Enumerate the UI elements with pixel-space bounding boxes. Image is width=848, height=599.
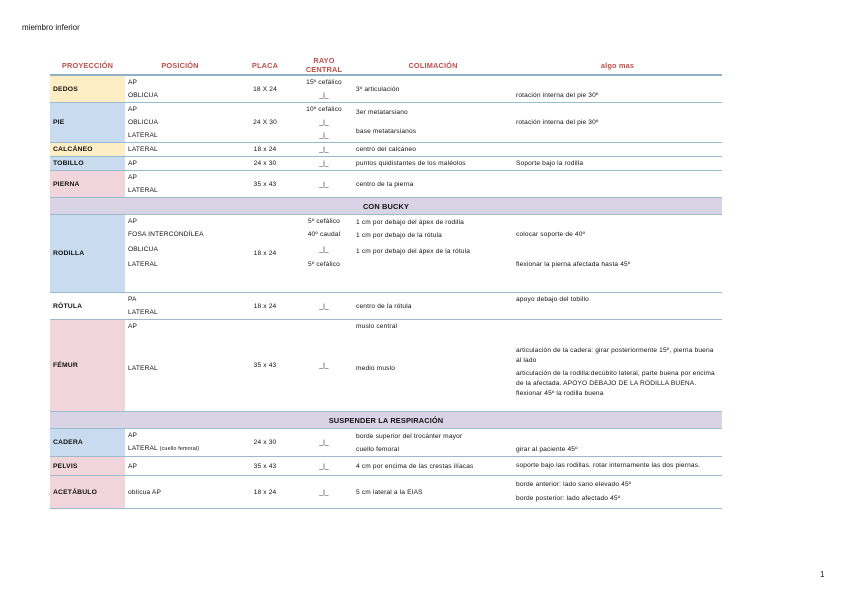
extra-cell bbox=[513, 476, 722, 509]
position-cell bbox=[125, 293, 235, 320]
ray-cell: _|_ bbox=[295, 157, 353, 171]
ray-value: 5º cefálico bbox=[308, 218, 340, 225]
table-row-femur bbox=[50, 320, 722, 412]
position-value: OBLICUA bbox=[128, 119, 158, 126]
ray-cell: _|_ bbox=[295, 171, 353, 198]
collimation-cell: centro de la pierna bbox=[353, 171, 513, 198]
collimation-value: 1 cm por debajo del ápex de la rótula bbox=[356, 247, 471, 255]
table-row-cadera bbox=[50, 429, 722, 457]
table-row-rotula bbox=[50, 293, 722, 320]
ray-cell: _|_ bbox=[295, 476, 353, 509]
extra-cell bbox=[513, 75, 722, 103]
extra-value: articulación de la rodilla:decúbito lateral, parte buena por encima de la afectada. APOYO DEBAJO DE LA RODILLA BUENA. flexionar 45º la rodilla buena bbox=[516, 370, 715, 397]
plate-cell: 24 x 30 bbox=[235, 157, 295, 171]
table-row-rodilla bbox=[50, 215, 722, 293]
header-rayo-central: RAYO CENTRAL bbox=[295, 56, 353, 75]
table-row-calcaneo bbox=[50, 143, 722, 157]
section-title: CON BUCKY bbox=[50, 198, 722, 215]
plate-cell: 35 x 43 bbox=[235, 457, 295, 476]
position-value: AP bbox=[128, 174, 138, 181]
collimation-value: muslo central bbox=[356, 323, 398, 330]
collimation-value: cuello femoral bbox=[356, 445, 400, 453]
extra-cell bbox=[513, 215, 722, 293]
ray-value: _|_ bbox=[319, 246, 329, 253]
table-row-tobillo bbox=[50, 157, 722, 171]
plate-cell: 18 x 24 bbox=[235, 215, 295, 293]
position-cell: AP bbox=[125, 157, 235, 171]
plate-cell: 18 x 24 bbox=[235, 143, 295, 157]
position-cell: oblícua AP bbox=[125, 476, 235, 509]
collimation-cell: 5 cm lateral a la EIAS bbox=[353, 476, 513, 509]
collimation-cell bbox=[353, 429, 513, 457]
ray-cell bbox=[295, 75, 353, 103]
collimation-cell: puntos quidistantes de los maléolos bbox=[353, 157, 513, 171]
collimation-cell bbox=[353, 215, 513, 293]
position-value: LATERAL bbox=[128, 261, 158, 268]
plate-cell: 24 X 30 bbox=[235, 103, 295, 143]
table-row-pelvis bbox=[50, 457, 722, 476]
projection-name: DEDOS bbox=[50, 75, 125, 103]
collimation-value: 1 cm por debajo de la rótula bbox=[356, 231, 442, 239]
ray-cell: _|_ bbox=[295, 143, 353, 157]
collimation-value: medio muslo bbox=[356, 365, 396, 372]
position-note: (cuello femoral) bbox=[159, 446, 200, 452]
position-cell: AP bbox=[125, 457, 235, 476]
plate-cell: 35 x 43 bbox=[235, 320, 295, 412]
ray-cell bbox=[295, 215, 353, 293]
projection-name: RODILLA bbox=[50, 215, 125, 293]
collimation-value: 1 cm por debajo del ápex de rodilla bbox=[356, 218, 464, 226]
extra-value: articulación de la cadera: girar posteriormente 15º, pierna buena al lado bbox=[516, 347, 714, 364]
radiography-table bbox=[50, 56, 722, 509]
header-row bbox=[50, 56, 722, 75]
ray-cell bbox=[295, 103, 353, 143]
position-cell bbox=[125, 75, 235, 103]
header-posicion: POSICIÓN bbox=[125, 56, 235, 75]
collimation-value: base metatarsianos bbox=[356, 128, 417, 135]
position-cell bbox=[125, 103, 235, 143]
position-value: OBLICUA bbox=[128, 92, 158, 99]
collimation-cell: centro del calcáneo bbox=[353, 143, 513, 157]
position-value: PA bbox=[128, 296, 137, 303]
section-title: SUSPENDER LA RESPIRACIÓN bbox=[50, 412, 722, 429]
projection-name: RÓTULA bbox=[50, 293, 125, 320]
ray-value: _|_ bbox=[319, 132, 329, 139]
table-row-acetabulo bbox=[50, 476, 722, 509]
ray-value: 15º cefálico bbox=[306, 79, 342, 86]
ray-cell: _|_ bbox=[295, 320, 353, 412]
position-value: LATERAL bbox=[128, 132, 158, 139]
projection-name: ACETÁBULO bbox=[50, 476, 125, 509]
plate-cell: 18 x 24 bbox=[235, 476, 295, 509]
plate-cell: 24 x 30 bbox=[235, 429, 295, 457]
collimation-cell bbox=[353, 320, 513, 412]
header-placa: PLACA bbox=[235, 56, 295, 75]
position-value: LATERAL bbox=[128, 445, 158, 452]
position-value: OBLICUA bbox=[128, 246, 158, 253]
extra-cell bbox=[513, 171, 722, 198]
position-value: LATERAL bbox=[128, 365, 158, 372]
position-value: LATERAL bbox=[128, 187, 158, 194]
collimation-value: borde superior del trocánter mayor bbox=[356, 432, 463, 440]
collimation-cell: 3º articulación bbox=[353, 75, 513, 103]
position-cell bbox=[125, 215, 235, 293]
extra-value: borde posterior: lado afectado 45º bbox=[516, 495, 621, 502]
position-value: AP bbox=[128, 432, 138, 439]
extra-value: rotación interna del pie 30º bbox=[516, 92, 599, 99]
position-value: FOSA INTERCONDÍLEA bbox=[128, 231, 204, 238]
extra-cell bbox=[513, 320, 722, 412]
table-row-dedos bbox=[50, 75, 722, 103]
ray-cell: _|_ bbox=[295, 293, 353, 320]
position-value: AP bbox=[128, 106, 138, 113]
extra-cell: rotación interna del pie 30º bbox=[513, 103, 722, 143]
projection-name: PIERNA bbox=[50, 171, 125, 198]
position-cell bbox=[125, 320, 235, 412]
plate-cell: 35 x 43 bbox=[235, 171, 295, 198]
ray-value: 40º caudal bbox=[307, 231, 341, 238]
position-cell bbox=[125, 171, 235, 198]
header-algo-mas: algo mas bbox=[513, 56, 722, 75]
header-colimacion: COLIMACIÓN bbox=[353, 56, 513, 75]
ray-value: 10º cefálico bbox=[306, 106, 342, 113]
extra-cell bbox=[513, 293, 722, 320]
projection-name: CADERA bbox=[50, 429, 125, 457]
table-row-pierna bbox=[50, 171, 722, 198]
extra-value: colocar soporte de 40º bbox=[516, 231, 586, 238]
ray-value: _|_ bbox=[319, 92, 329, 99]
collimation-cell: centro de la rótula bbox=[353, 293, 513, 320]
collimation-value: 3er metatarsiano bbox=[356, 109, 408, 116]
position-cell: LATERAL bbox=[125, 143, 235, 157]
ray-value: _|_ bbox=[319, 119, 329, 126]
collimation-cell bbox=[353, 103, 513, 143]
page-number: 1 bbox=[820, 570, 825, 579]
position-value: LATERAL bbox=[128, 309, 158, 316]
plate-cell: 18 x 24 bbox=[235, 293, 295, 320]
extra-cell bbox=[513, 429, 722, 457]
section-row-suspender-respiracion bbox=[50, 412, 722, 429]
position-cell bbox=[125, 429, 235, 457]
projection-name: PIE bbox=[50, 103, 125, 143]
position-value: AP bbox=[128, 79, 138, 86]
table-row-pie bbox=[50, 103, 722, 143]
extra-cell bbox=[513, 143, 722, 157]
extra-cell: Soporte bajo la rodilla bbox=[513, 157, 722, 171]
extra-value: flexionar la pierna afectada hasta 45º bbox=[516, 261, 631, 268]
document-title: miembro inferior bbox=[22, 23, 80, 32]
projection-name: FÉMUR bbox=[50, 320, 125, 412]
projection-name: PELVIS bbox=[50, 457, 125, 476]
ray-cell: _|_ bbox=[295, 429, 353, 457]
collimation-cell: 4 cm por encima de las crestas ilíacas bbox=[353, 457, 513, 476]
extra-value: borde anterior: lado sano elevado 45º bbox=[516, 481, 632, 488]
extra-value: apoyo debajo del tobillo bbox=[516, 296, 589, 303]
ray-value: 5º cefálico bbox=[308, 261, 340, 268]
extra-value: soporte bajo las rodillas. rotar internamente las dos piernas. bbox=[516, 462, 701, 469]
projection-name: TOBILLO bbox=[50, 157, 125, 171]
extra-cell bbox=[513, 457, 722, 476]
ray-cell: _|_ bbox=[295, 457, 353, 476]
plate-cell: 18 X 24 bbox=[235, 75, 295, 103]
projection-name: CALCÁNEO bbox=[50, 143, 125, 157]
header-proyeccion: PROYECCIÓN bbox=[50, 56, 125, 75]
extra-value: girar al paciente 45º bbox=[516, 445, 578, 453]
section-row-con-bucky bbox=[50, 198, 722, 215]
position-value: AP bbox=[128, 323, 138, 330]
position-value: AP bbox=[128, 218, 138, 225]
